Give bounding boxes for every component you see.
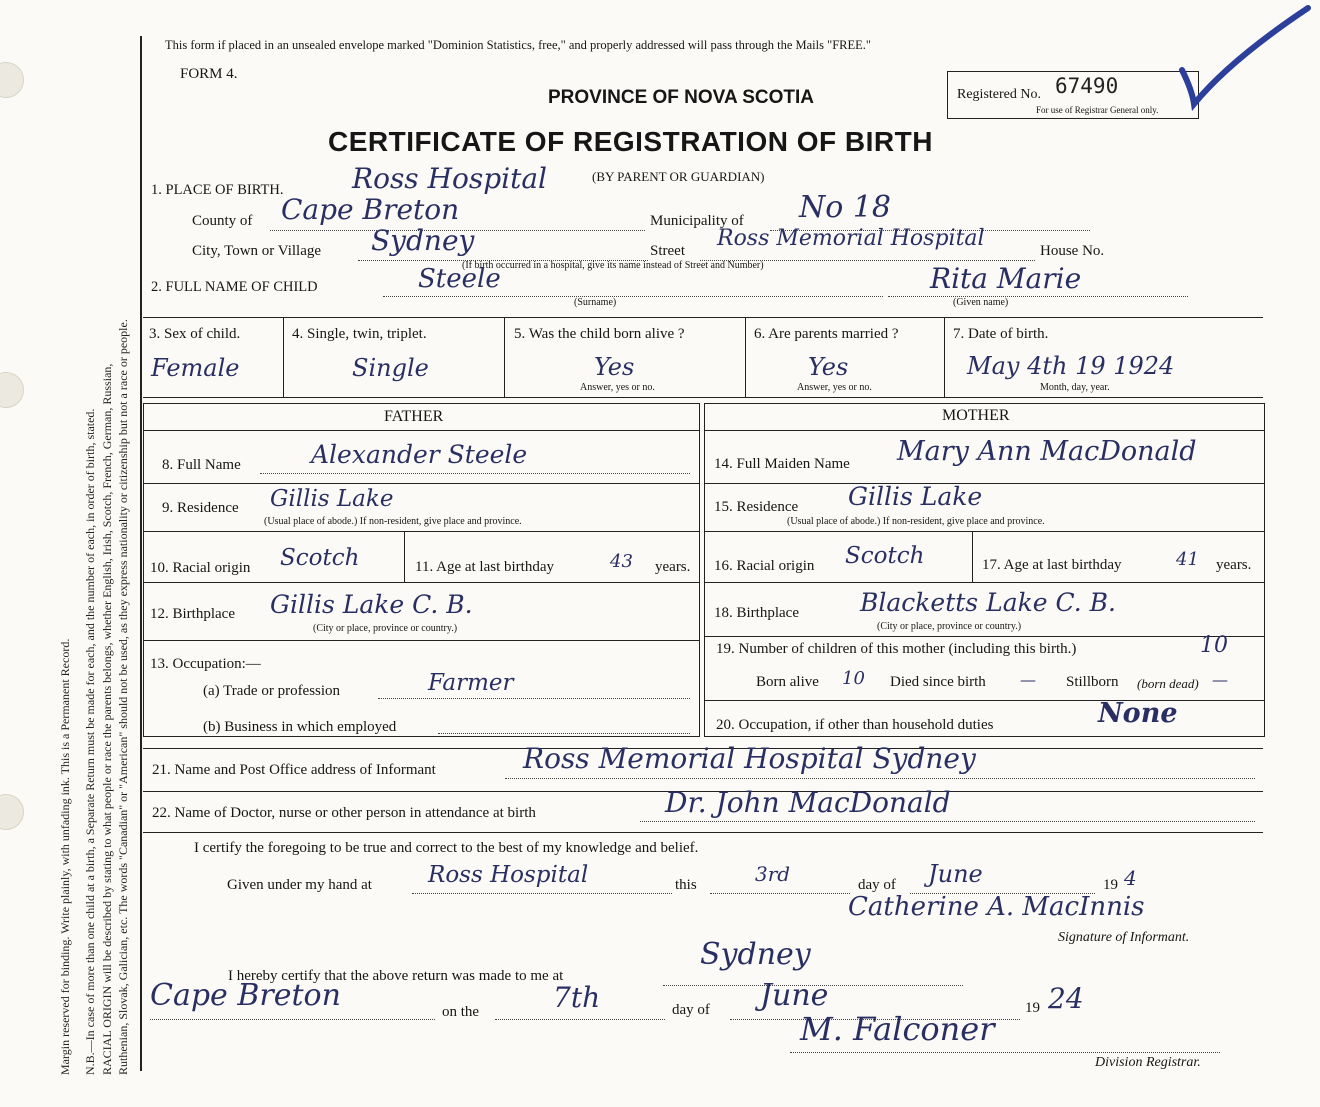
col-divider (504, 317, 505, 397)
registrar-year-prefix: 19 (1025, 1000, 1040, 1016)
margin-note-racial-origin-2: Ruthenian, Slovak, Galician, etc. The words "Canadian" or "American" should not be used, as they express nationality or citizenship but not a race or people. (116, 319, 130, 1075)
given-under-place: Ross Hospital (428, 862, 589, 888)
father-trade-value: Farmer (428, 670, 514, 696)
city-label: City, Town or Village (192, 243, 322, 259)
given-under-day-of: day of (858, 877, 896, 893)
punch-hole (0, 62, 24, 98)
father-age-label: 11. Age at last birthday (415, 559, 554, 575)
children-count-label: 19. Number of children of this mother (including this birth.) (716, 641, 1077, 657)
margin-note-multiple-births: N.B.—In case of more than one child at a birth, a Separate Return must be made for each, and the number of each, in order of birth, stated. (83, 408, 97, 1075)
informant-signature-label: Signature of Informant. (1058, 930, 1190, 945)
father-residence-caption: (Usual place of abode.) If non-resident, give place and province. (264, 516, 522, 527)
registrar-day-of: day of (672, 1002, 710, 1018)
margin-note-binding: Margin reserved for binding. Write plainly, with unfading ink. This is a Permanent Record. (58, 638, 72, 1075)
child-given-caption: (Given name) (953, 297, 1009, 308)
born-alive-label: 5. Was the child born alive ? (514, 326, 685, 342)
died-since-birth-value: — (1020, 670, 1036, 689)
date-of-birth-value: May 4th 19 1924 (967, 352, 1175, 380)
col-divider (404, 531, 405, 582)
born-alive-caption: Answer, yes or no. (580, 382, 655, 393)
city-value: Sydney (371, 224, 475, 257)
mother-birthplace-value: Blacketts Lake C. B. (860, 588, 1116, 617)
father-trade-label: (a) Trade or profession (203, 683, 341, 699)
given-under-day-line (710, 893, 850, 894)
house-number-label: House No. (1040, 243, 1105, 259)
father-racial-value: Scotch (280, 545, 360, 571)
mother-birthplace-label: 18. Birthplace (714, 605, 799, 621)
informant-label: 21. Name and Post Office address of Informant (152, 762, 436, 778)
col-divider (745, 317, 746, 397)
father-age-unit: years. (655, 559, 691, 575)
registrar-county: Cape Breton (150, 978, 341, 1013)
parents-married-value: Yes (808, 353, 849, 381)
given-under-place-line (412, 893, 672, 894)
registered-number-box (947, 71, 1199, 119)
father-age-value: 43 (610, 551, 633, 572)
row-divider (143, 430, 700, 431)
attendant-value: Dr. John MacDonald (665, 786, 951, 819)
mother-occupation-label: 20. Occupation, if other than household duties (716, 717, 994, 733)
parents-married-label: 6. Are parents married ? (754, 326, 899, 342)
place-of-birth-label: 1. PLACE OF BIRTH. (151, 182, 284, 198)
given-under-label: Given under my hand at (227, 877, 372, 893)
attendant-line (640, 821, 1255, 822)
row-divider (704, 582, 1264, 583)
col-divider (283, 317, 284, 397)
born-alive-count-label: Born alive (756, 674, 819, 690)
county-label: County of (192, 213, 253, 229)
street-value: Ross Memorial Hospital (717, 226, 985, 251)
registrar-year: 24 (1048, 982, 1084, 1015)
father-name-label: 8. Full Name (162, 457, 241, 473)
form-left-border (140, 36, 142, 1071)
mother-racial-value: Scotch (845, 543, 925, 569)
mother-name-label: 14. Full Maiden Name (714, 456, 850, 472)
date-of-birth-caption: Month, day, year. (1040, 382, 1110, 393)
mother-heading: MOTHER (942, 407, 1010, 424)
born-alive-count-value: 10 (842, 668, 865, 689)
registrar-day-line (495, 1019, 665, 1020)
father-business-label: (b) Business in which employed (203, 719, 397, 735)
father-occupation-label: 13. Occupation:— (150, 656, 261, 672)
given-under-year-prefix: 19 (1103, 877, 1118, 893)
informant-line (505, 778, 1255, 779)
father-trade-line (378, 698, 690, 699)
margin-note-racial-origin: RACIAL ORIGIN will be described by stating to what people or race the parents belongs, whether English, Irish, Scotch, French, German, Russian, (100, 363, 114, 1075)
row-divider (143, 317, 1263, 318)
mother-age-value: 41 (1176, 549, 1199, 570)
row-divider (143, 531, 700, 532)
mother-residence-label: 15. Residence (714, 499, 799, 515)
informant-value: Ross Memorial Hospital Sydney (523, 742, 976, 775)
given-under-day: 3rd (755, 862, 791, 886)
mail-note: This form if placed in an unsealed envelope marked "Dominion Statistics, free," and properly addressed will pass through the Mails "FREE." (165, 38, 872, 52)
county-value: Cape Breton (281, 193, 460, 226)
father-heading: FATHER (384, 408, 444, 425)
hospital-note: (If birth occurred in a hospital, give its name instead of Street and Number) (462, 260, 764, 271)
father-racial-label: 10. Racial origin (150, 560, 251, 576)
children-count-value: 10 (1200, 633, 1228, 658)
mother-birthplace-caption: (City or place, province or country.) (877, 621, 1022, 632)
mother-occupation-value: None (1098, 698, 1178, 729)
sex-label: 3. Sex of child. (149, 326, 241, 342)
father-birthplace-caption: (City or place, province or country.) (313, 623, 458, 634)
punch-hole (0, 794, 24, 830)
registrar-note: For use of Registrar General only. (1036, 105, 1159, 115)
plurality-label: 4. Single, twin, triplet. (292, 326, 427, 342)
registered-value: 67490 (1055, 74, 1119, 98)
child-surname-caption: (Surname) (574, 297, 617, 308)
registrar-day: 7th (553, 981, 601, 1014)
father-business-line (438, 733, 690, 734)
mother-residence-value: Gillis Lake (848, 482, 983, 511)
row-divider (704, 430, 1264, 431)
father-birthplace-label: 12. Birthplace (150, 606, 235, 622)
row-divider (143, 832, 1263, 833)
child-surname-value: Steele (418, 264, 501, 294)
row-divider (143, 397, 1263, 398)
child-given-value: Rita Marie (930, 262, 1082, 295)
row-divider (143, 640, 700, 641)
row-divider (704, 700, 1264, 701)
place-of-birth-value: Ross Hospital (352, 162, 548, 195)
mother-age-label: 17. Age at last birthday (982, 557, 1122, 573)
street-label: Street (650, 243, 685, 259)
child-given-line (888, 296, 1188, 297)
given-under-month: June (928, 860, 983, 888)
father-residence-label: 9. Residence (162, 500, 239, 516)
attendant-label: 22. Name of Doctor, nurse or other person in attendance at birth (152, 805, 536, 821)
page-title: CERTIFICATE OF REGISTRATION OF BIRTH (328, 126, 933, 157)
registrar-signature-label: Division Registrar. (1095, 1055, 1201, 1070)
registrar-on-the: on the (442, 1004, 480, 1020)
row-divider (143, 582, 700, 583)
registered-label: Registered No. (957, 87, 1041, 102)
form-number: FORM 4. (180, 66, 238, 82)
by-parent-note: (BY PARENT OR GUARDIAN) (592, 169, 765, 184)
row-divider (704, 483, 1264, 484)
registrar-month: June (760, 978, 829, 1013)
informant-signature: Catherine A. MacInnis (848, 892, 1145, 922)
mother-residence-caption: (Usual place of abode.) If non-resident, give place and province. (787, 516, 1045, 527)
stillborn-caption: (born dead) (1137, 676, 1199, 691)
born-alive-value: Yes (594, 353, 635, 381)
certify-statement: I certify the foregoing to be true and correct to the best of my knowledge and belief. (194, 840, 699, 856)
child-surname-line (383, 296, 883, 297)
sex-value: Female (151, 354, 240, 382)
father-name-line (260, 473, 690, 474)
municipality-value: No 18 (799, 190, 892, 225)
check-mark-icon (1170, 0, 1320, 115)
given-under-year: 4 (1124, 866, 1137, 890)
registrar-signature: M. Falconer (800, 1010, 995, 1048)
father-residence-value: Gillis Lake (270, 486, 394, 512)
mother-age-unit: years. (1216, 557, 1252, 573)
registrar-signature-line (790, 1052, 1220, 1053)
registrar-county-line (150, 1019, 435, 1020)
father-birthplace-value: Gillis Lake C. B. (270, 590, 473, 619)
col-divider (944, 317, 945, 397)
punch-hole (0, 372, 24, 408)
registrar-cert-place: Sydney (700, 937, 811, 972)
registrar-cert-label: I hereby certify that the above return was made to me at (228, 968, 564, 984)
row-divider (704, 636, 1264, 637)
mother-racial-label: 16. Racial origin (714, 558, 815, 574)
row-divider (143, 483, 700, 484)
stillborn-label: Stillborn (1066, 674, 1119, 690)
stillborn-value: — (1212, 670, 1228, 689)
father-name-value: Alexander Steele (311, 440, 528, 469)
child-name-label: 2. FULL NAME OF CHILD (151, 279, 318, 295)
died-since-birth-label: Died since birth (890, 674, 986, 690)
parents-married-caption: Answer, yes or no. (797, 382, 872, 393)
date-of-birth-label: 7. Date of birth. (953, 326, 1049, 342)
plurality-value: Single (352, 354, 429, 382)
col-divider (972, 531, 973, 582)
mother-name-value: Mary Ann MacDonald (897, 436, 1197, 467)
province-heading: PROVINCE OF NOVA SCOTIA (548, 87, 815, 108)
municipality-label: Municipality of (650, 213, 744, 229)
row-divider (704, 531, 1264, 532)
given-under-this: this (675, 877, 697, 893)
